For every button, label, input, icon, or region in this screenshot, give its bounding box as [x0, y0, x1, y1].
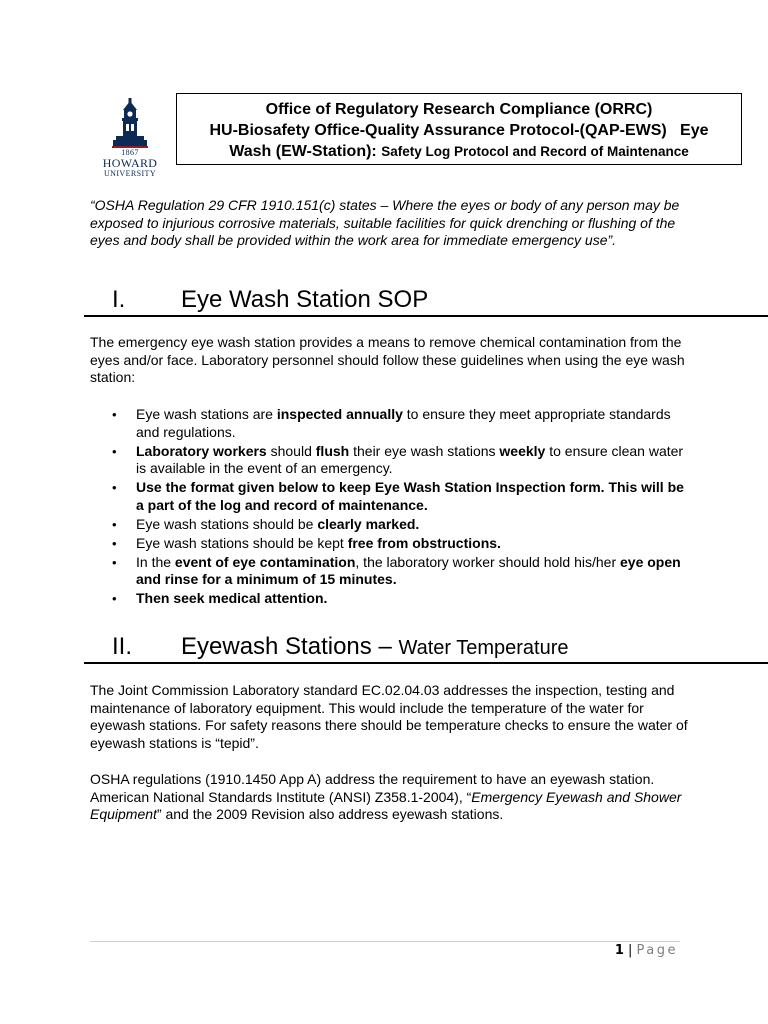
document-header	[176, 93, 742, 165]
list-item: • Then seek medical attention.	[90, 590, 690, 608]
page-number: 1 | Page	[614, 943, 678, 958]
logo-subtitle: UNIVERSITY	[104, 169, 156, 178]
header-line-3-small: Safety Log Protocol and Record of Maintenance	[381, 144, 689, 159]
section-2-number: II.	[112, 633, 133, 660]
list-item: • Laboratory workers should flush their eye wash stations weekly to ensure clean water is available in the event of an emergency.	[90, 443, 690, 478]
logo-year: 1867	[121, 148, 139, 157]
header-line-2: HU-Biosafety Office-Quality Assurance Protocol-(QAP-EWS) Eye	[209, 122, 709, 139]
guidelines-list	[90, 406, 690, 609]
section-2-title: Eyewash Stations – Water Temperature	[181, 633, 569, 660]
section-1-title: Eye Wash Station SOP	[181, 286, 429, 313]
list-item: • Eye wash stations should be kept free from obstructions.	[90, 535, 690, 553]
section-1-intro: The emergency eye wash station provides a means to remove chemical contamination from the eyes and/or face. Laboratory personnel should follow these guidelines when using the eye wash station:	[90, 334, 685, 385]
header-line-3	[177, 141, 741, 162]
section-2-heading	[84, 633, 768, 664]
list-item: • Use the format given below to keep Eye Wash Station Inspection form. This will be a part of the log and record of maintenance.	[90, 479, 690, 514]
footer-divider	[90, 941, 680, 942]
list-item: • Eye wash stations are inspected annually to ensure they meet appropriate standards and regulations.	[90, 406, 690, 441]
section-1-number: I.	[112, 286, 126, 313]
logo-name: HOWARD	[102, 156, 158, 170]
osha-quote: “OSHA Regulation 29 CFR 1910.151(c) states – Where the eyes or body of any person may be exposed to injurious corrosive materials, suitable facilities for quick drenching or flushing of the eyes and body shall be provided within the work area for immediate emergency use”.	[90, 197, 680, 248]
howard-university-logo	[96, 98, 164, 178]
section-1-heading	[84, 286, 768, 317]
header-line-3-bold: Wash (EW-Station):	[229, 143, 382, 160]
list-item: • In the event of eye contamination, the laboratory worker should hold his/her eye open and rinse for a minimum of 15 minutes.	[90, 554, 690, 589]
list-item: • Eye wash stations should be clearly marked.	[90, 516, 690, 534]
clock-tower-icon	[110, 98, 150, 148]
section-2-paragraph-2: OSHA regulations (1910.1450 App A) address the requirement to have an eyewash station. American National Standards Institute (ANSI) Z358.1-2004), “Emergency Eyewash and Shower Equipment” and the 2009 Revision also address eyewash stations.	[90, 771, 682, 822]
header-line-1: Office of Regulatory Research Compliance (ORRC)	[265, 101, 653, 118]
section-2-paragraph-1: The Joint Commission Laboratory standard EC.02.04.03 addresses the inspection, testing and maintenance of laboratory equipment. This would include the temperature of the water for eyewash stations. For safety reasons there should be temperature checks to ensure the water of eyewash stations is “tepid”.	[90, 682, 688, 751]
